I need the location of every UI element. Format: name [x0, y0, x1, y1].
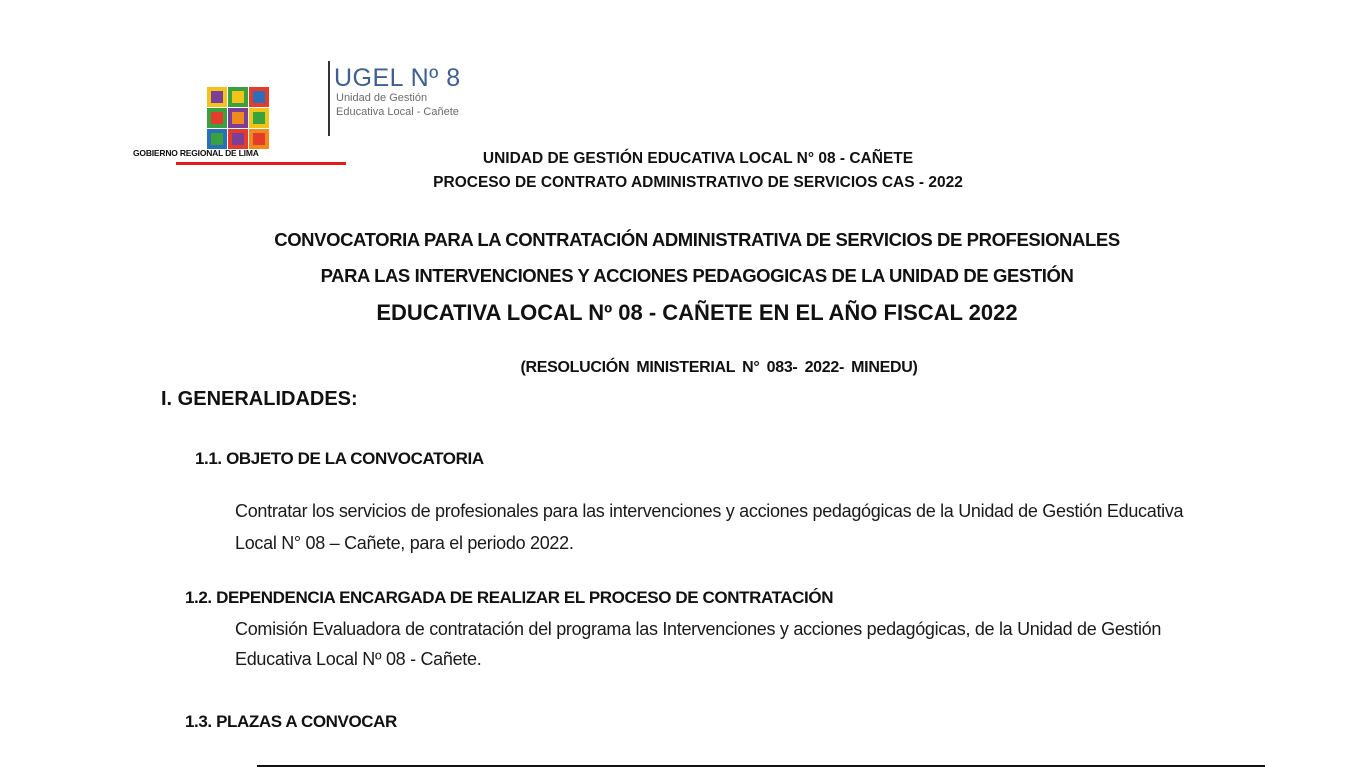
title-line-2: PARA LAS INTERVENCIONES Y ACCIONES PEDAGOGICAS DE LA UNIDAD DE GESTIÓN	[320, 265, 1074, 286]
ugel-divider	[328, 61, 330, 136]
subsection-1-2-heading: 1.2. DEPENDENCIA ENCARGADA DE REALIZAR EL PROCESO DE CONTRATACIÓN	[185, 588, 834, 607]
section-generalidades-heading: I. GENERALIDADES:	[161, 388, 358, 410]
subsection-1-1-heading: 1.1. OBJETO DE LA CONVOCATORIA	[195, 449, 484, 468]
subsection-1-3-heading: 1.3. PLAZAS A CONVOCAR	[185, 712, 397, 731]
ugel-subtitle-line2: Educativa Local - Cañete	[336, 106, 459, 118]
ugel-title: UGEL Nº 8	[334, 64, 461, 92]
title-line-3: EDUCATIVA LOCAL Nº 08 - CAÑETE EN EL AÑO FISCAL 2022	[376, 300, 1018, 325]
table-top-border	[257, 765, 1265, 767]
subsection-1-1-text-line2: Local N° 08 – Cañete, para el periodo 2022.	[235, 533, 574, 553]
gobierno-regional-logo-icon	[207, 87, 269, 149]
title-line-1: CONVOCATORIA PARA LA CONTRATACIÓN ADMINISTRATIVA DE SERVICIOS DE PROFESIONALES	[274, 229, 1120, 250]
process-heading: PROCESO DE CONTRATO ADMINISTRATIVO DE SERVICIOS CAS - 2022	[433, 174, 963, 191]
resolution-reference: (RESOLUCIÓN MINISTERIAL N° 083- 2022- MINEDU)	[520, 359, 918, 376]
subsection-1-1-text-line1: Contratar los servicios de profesionales para las intervenciones y acciones pedagógicas de la Unidad de Gestión Educativa	[235, 501, 1184, 521]
gobierno-regional-label: GOBIERNO REGIONAL DE LIMA	[133, 148, 259, 158]
unit-heading: UNIDAD DE GESTIÓN EDUCATIVA LOCAL N° 08 - CAÑETE	[482, 150, 914, 167]
subsection-1-2-text-line1: Comisión Evaluadora de contratación del programa las Intervenciones y acciones pedagógicas, de la Unidad de Gestión	[235, 619, 1162, 639]
subsection-1-2-text-line2: Educativa Local Nº 08 - Cañete.	[235, 649, 482, 669]
ugel-subtitle-line1: Unidad de Gestión	[336, 92, 428, 104]
